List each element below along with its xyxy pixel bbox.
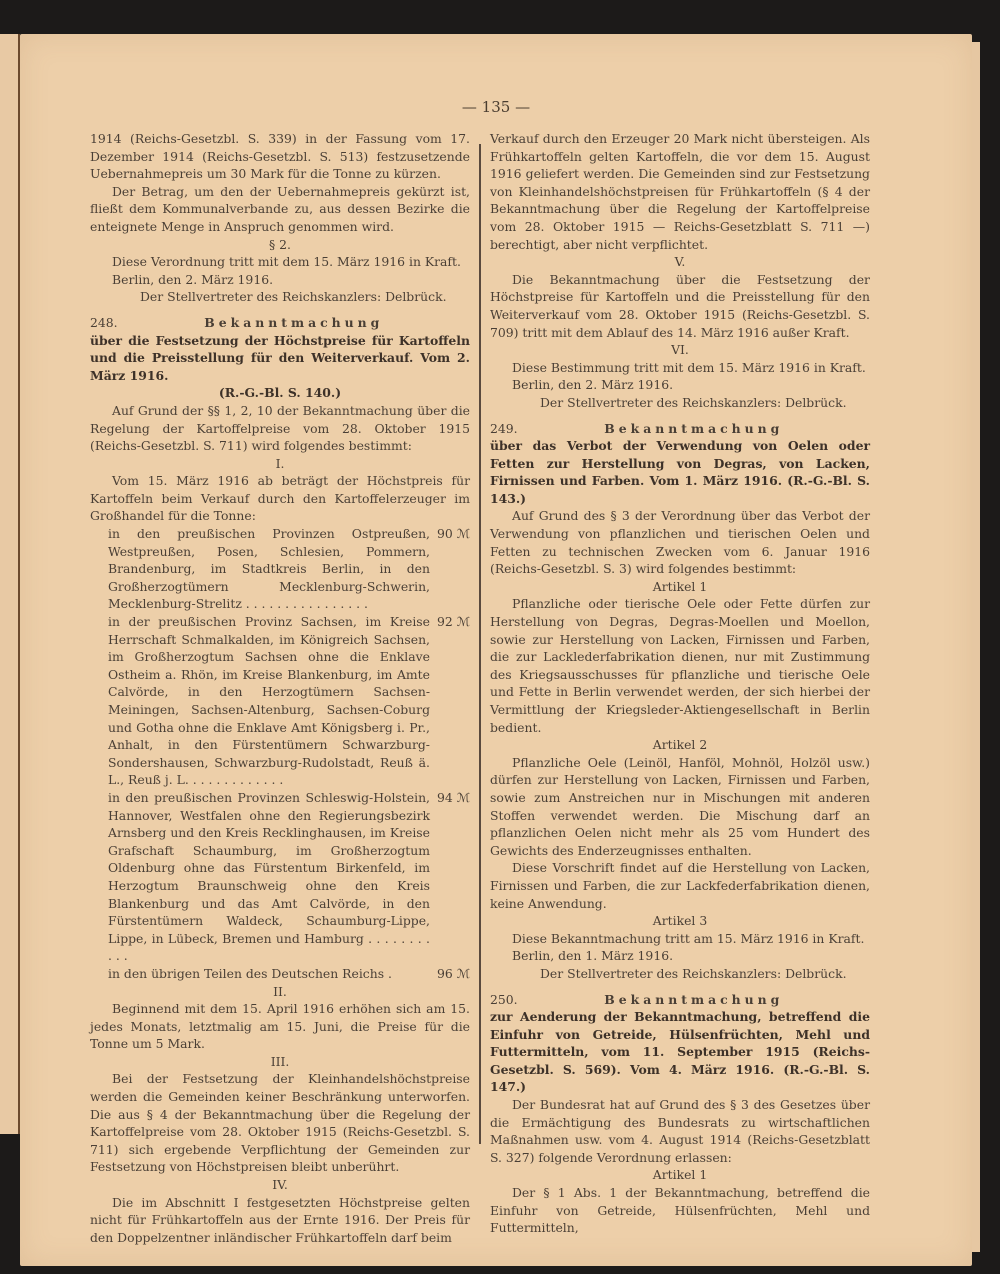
paragraph: Diese Verordnung tritt mit dem 15. März 1916 in Kraft. (112, 254, 461, 270)
price-row (90, 789, 470, 965)
signature: Der Stellvertreter des Reichskanzlers: Delbrück. (140, 289, 447, 305)
facing-page-edge (0, 34, 20, 1134)
place-date: Berlin, den 2. März 1916. (512, 377, 674, 393)
paragraph: Bei der Festsetzung der Kleinhandelshöchstpreise werden die Gemeinden keiner Beschränkung unterworfen. Die aus § 4 der Bekanntmachung über die Regelung der Kartoffelpreise vom 28. Oktober 1915 (Reichs-Gesetzbl. S. 711) sich ergebende Verpflichtung der Gemeinden zur Festsetzung von Höchstpreisen bleibt unberührt. (90, 1071, 470, 1175)
notice-number: 250. (490, 991, 518, 1007)
price-row (90, 525, 470, 613)
place-date: Berlin, den 1. März 1916. (512, 948, 674, 964)
notice-header (490, 991, 870, 1009)
paragraph: Verkauf durch den Erzeuger 20 Mark nicht übersteigen. Als Frühkartoffeln gelten Kartoffeln, die vor dem 15. August 1916 geliefert werden. Die Gemeinden sind zur Festsetzung von Kleinhandelshöchstpreisen für Frühkartoffeln (§ 4 der Bekanntmachung über die Regelung der Kartoffelpreise vom 28. Oktober 1915 — Reichs-Gesetzblatt S. 711 —) berechtigt, aber nicht verpflichtet. (490, 131, 870, 252)
section-heading: II. (273, 983, 287, 999)
notice-number: 248. (90, 314, 118, 330)
section-heading: IV. (272, 1177, 288, 1193)
page-number: — 135 — (461, 98, 531, 116)
section-heading: VI. (671, 342, 689, 358)
section-heading: I. (275, 455, 285, 471)
signature: Der Stellvertreter des Reichskanzlers: Delbrück. (540, 394, 847, 410)
notice-heading: Bekanntmachung (204, 314, 384, 330)
preamble: Auf Grund der §§ 1, 2, 10 der Bekanntmachung über die Regelung der Kartoffelpreise vom 28. Oktober 1915 (Reichs-Gesetzbl. S. 711) wird folgendes bestimmt: (90, 402, 470, 454)
notice-heading: Bekanntmachung (604, 420, 784, 436)
notice-heading: Bekanntmachung (604, 991, 784, 1007)
section-heading: V. (674, 254, 686, 270)
price-region: in der preußischen Provinz Sachsen, im Kreise Herrschaft Schmalkalden, im Königreich Sachsen, im Großherzogtum Sachsen ohne die Enklave Ostheim a. Rhön, im Kreise Blankenburg, im Amte Calvörde, in den Herzogtümern Sachsen-Meiningen, Sachsen-Altenburg, Sachsen-Coburg und Gotha ohne die Enklave Amt Königsberg i. Pr., Anhalt, in den Fürstentümern Schwarzburg-Sondershausen, Schwarzburg-Rudolstadt, Reuß ä. L., Reuß j. L. . . . . . . . . . . . . (108, 614, 430, 788)
preamble: Der Bundesrat hat auf Grund des § 3 des Gesetzes über die Ermächtigung des Bundesrats zu wirtschaftlichen Maßnahmen usw. vom 4. August 1914 (Reichs-Gesetzblatt S. 327) folgende Verordnung erlassen: (490, 1097, 870, 1165)
price-region: in den preußischen Provinzen Schleswig-Holstein, Hannover, Westfalen ohne den Regierungsbezirk Arnsberg und den Kreis Recklinghausen, im Kreise Grafschaft Schaumburg, im Großherzogtum Oldenburg ohne das Fürstentum Birkenfeld, im Herzogtum Braunschweig ohne den Kreis Blankenburg und das Amt Calvörde, in den Fürstentümern Waldeck, Schaumburg-Lippe, Lippe, in Lübeck, Bremen und Hamburg . . . . . . . . . . . (108, 789, 430, 964)
paragraph: Vom 15. März 1916 ab beträgt der Höchstpreis für Kartoffeln beim Verkauf durch den Kartoffelerzeuger im Großhandel für die Tonne: (90, 473, 470, 524)
price-region: in den preußischen Provinzen Ostpreußen, Westpreußen, Posen, Schlesien, Pommern, Brandenburg, im Stadtkreis Berlin, in den Großherzogtümern Mecklenburg-Schwerin, Mecklenburg-Strelitz . . . . . . . . . . . . . . . . (108, 526, 430, 612)
section-heading: § 2. (269, 236, 291, 252)
price-value: 96 ℳ (437, 965, 470, 981)
price-value: 90 ℳ (437, 526, 470, 542)
paragraph: Beginnend mit dem 15. April 1916 erhöhen sich am 15. jedes Monats, letztmalig am 15. Juni, die Preise für die Tonne um 5 Mark. (90, 1001, 470, 1052)
left-column (90, 130, 470, 1246)
paragraph: Die Bekanntmachung über die Festsetzung der Höchstpreise für Kartoffeln und die Preisstellung für den Weiterverkauf vom 28. Oktober 1915 (Reichs-Gesetzbl. S. 709) tritt mit dem Ablauf des 14. März 1916 außer Kraft. (490, 271, 870, 340)
article-heading: Artikel 2 (652, 737, 708, 753)
paragraph: Der § 1 Abs. 1 der Bekanntmachung, betreffend die Einfuhr von Getreide, Hülsenfrüchten, Mehl und Futtermitteln, (490, 1185, 870, 1236)
price-row (90, 613, 470, 789)
paragraph: Diese Vorschrift findet auf die Herstellung von Lacken, Firnissen und Farben, die zur Lackfederfabrikation dienen, keine Anwendung. (490, 860, 870, 911)
notice-subtitle: zur Aenderung der Bekanntmachung, betreffend die Einfuhr von Getreide, Hülsenfrüchten, Mehl und Futtermitteln, vom 11. September 1915 (Reichs-Gesetzbl. S. 569). Vom 4. März 1916. (R.-G.-Bl. S. 147.) (490, 1009, 870, 1095)
paragraph: Die im Abschnitt I festgesetzten Höchstpreise gelten nicht für Frühkartoffeln aus der Ernte 1916. Der Preis für den Doppelzentner inländischer Frühkartoffeln darf beim (90, 1194, 470, 1245)
price-value: 92 ℳ (437, 614, 470, 630)
document-page (20, 34, 972, 1266)
preamble: Auf Grund des § 3 der Verordnung über das Verbot der Verwendung von pflanzlichen und tierischen Oelen und Fetten zu technischen Zwecken vom 6. Januar 1916 (Reichs-Gesetzbl. S. 3) wird folgendes bestimmt: (490, 508, 870, 577)
paragraph: Der Betrag, um den der Uebernahmepreis gekürzt ist, fließt dem Kommunalverbande zu, aus dessen Bezirke die enteignete Menge in Anspruch genommen wird. (90, 183, 470, 234)
article-heading: Artikel 3 (652, 913, 708, 929)
notice-citation: (R.-G.-Bl. S. 140.) (218, 385, 342, 401)
notice-subtitle: über die Festsetzung der Höchstpreise für Kartoffeln und die Preisstellung für den Weiterverkauf. Vom 2. März 1916. (90, 332, 470, 383)
price-region: in den übrigen Teilen des Deutschen Reichs . (108, 965, 392, 981)
right-column (490, 130, 870, 1237)
column-divider (479, 144, 481, 1144)
notice-number: 249. (490, 420, 518, 436)
paragraph: Pflanzliche Oele (Leinöl, Hanföl, Mohnöl, Holzöl usw.) dürfen zur Herstellung von Lacken, Firnissen und Farben, sowie zum Anstreichen nur in Mischungen mit anderen Stoffen verwendet werden. Die Mischung darf an pflanzlichen Oelen nicht mehr als 25 vom Hundert des Gewichts des Enderzeugnisses enthalten. (490, 754, 870, 858)
intro-text: 1914 (Reichs-Gesetzbl. S. 339) in der Fassung vom 17. Dezember 1914 (Reichs-Gesetzbl. S. 513) festzusetzende Uebernahmepreis um 30 Mark für die Tonne zu kürzen. (90, 131, 470, 182)
notice-header (490, 420, 870, 438)
section-heading: III. (270, 1053, 290, 1069)
article-heading: Artikel 1 (652, 1167, 708, 1183)
price-row (90, 965, 470, 983)
paragraph: Diese Bekanntmachung tritt am 15. März 1916 in Kraft. (512, 930, 865, 946)
place-date: Berlin, den 2. März 1916. (112, 271, 274, 287)
notice-subtitle: über das Verbot der Verwendung von Oelen oder Fetten zur Herstellung von Degras, von Lacken, Firnissen und Farben. Vom 1. März 1916. (R.-G.-Bl. S. 143.) (490, 438, 870, 506)
page-edge (972, 42, 980, 1252)
paragraph: Diese Bestimmung tritt mit dem 15. März 1916 in Kraft. (512, 359, 866, 375)
price-value: 94 ℳ (437, 789, 470, 805)
notice-header (90, 314, 470, 332)
article-heading: Artikel 1 (652, 578, 708, 594)
paragraph: Pflanzliche oder tierische Oele oder Fette dürfen zur Herstellung von Degras, Degras-Moellen und Moellon, sowie zur Herstellung von Lacken, Firnissen und Farben, die zur Lacklederfabrikation dienen, nur mit Zustimmung des Kriegsausschusses für pflanzliche und tierische Oele und Fette in Berlin verwendet werden, der sich hierbei der Vermittlung der Kriegsleder-Aktiengesellschaft in Berlin bedient. (490, 596, 870, 735)
signature: Der Stellvertreter des Reichskanzlers: Delbrück. (540, 965, 847, 981)
